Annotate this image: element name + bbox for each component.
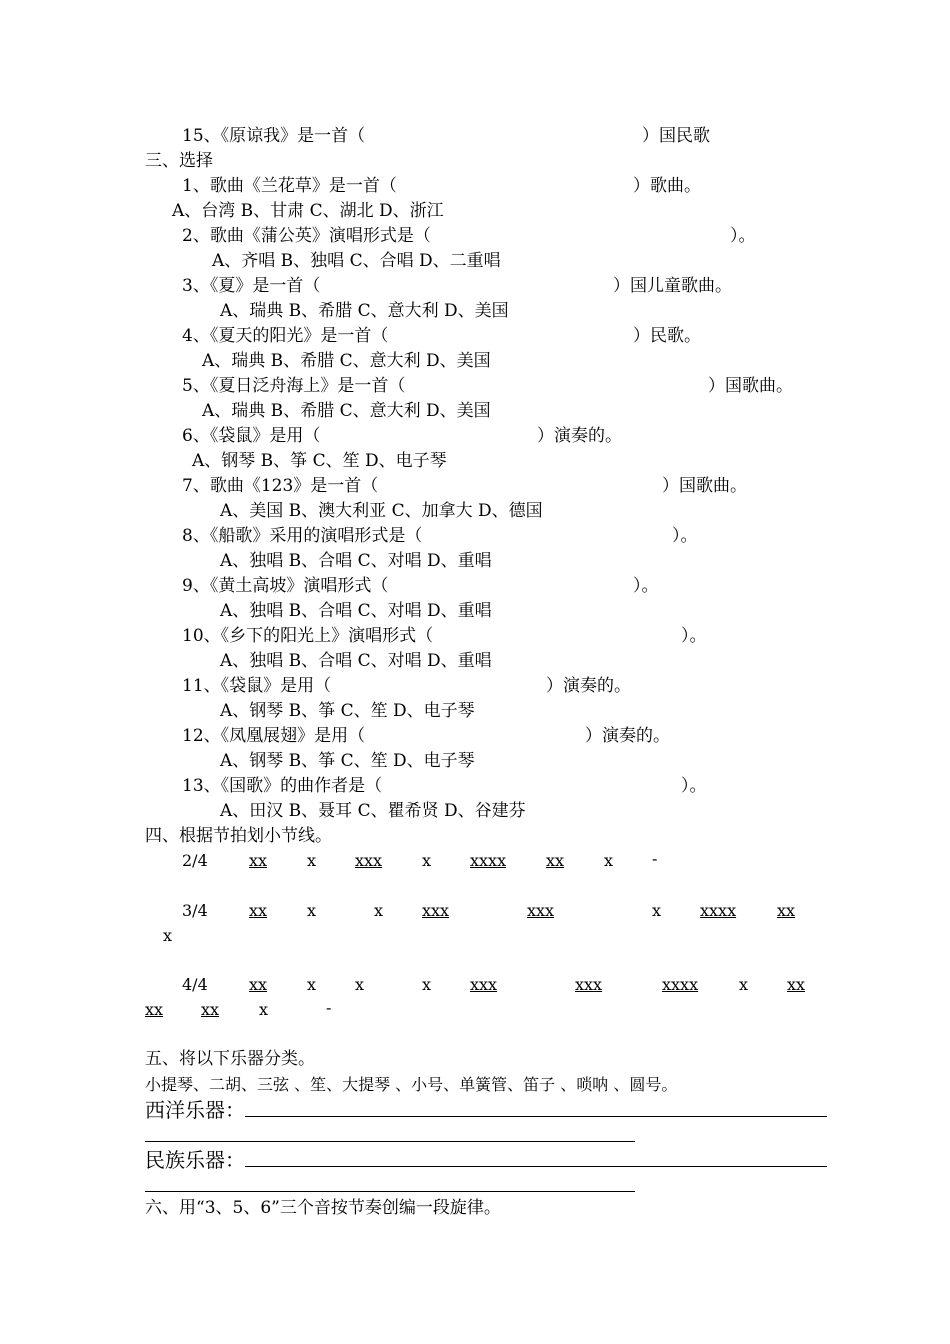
rhythm-note: x bbox=[307, 851, 317, 870]
question-end: ）歌曲。 bbox=[633, 176, 701, 196]
question: 8、《船歌》采用的演唱形式是（ bbox=[182, 526, 423, 546]
rhythm-note: xxxx bbox=[662, 975, 699, 994]
rhythm-note: xx bbox=[249, 975, 268, 994]
question: 11、《袋鼠》是用（ bbox=[182, 676, 332, 696]
rhythm-dash: - bbox=[652, 849, 658, 868]
rhythm-note: xxx bbox=[527, 901, 555, 920]
question: 2、歌曲《蒲公英》演唱形式是（ bbox=[182, 226, 431, 246]
rhythm-note: xx bbox=[145, 1000, 164, 1019]
section-title: 六、用“3、5、6”三个音按节奏创编一段旋律。 bbox=[145, 1198, 501, 1218]
rhythm-note: xxx bbox=[470, 975, 498, 994]
question-end: ）民歌。 bbox=[633, 326, 701, 346]
question: 10、《乡下的阳光上》演唱形式（ bbox=[182, 626, 434, 646]
rhythm-note: x bbox=[422, 851, 432, 870]
folk-answer-line-2[interactable] bbox=[145, 1191, 635, 1192]
options: A、独唱 B、合唱 C、对唱 D、重唱 bbox=[220, 551, 492, 571]
rhythm-note: xx bbox=[249, 901, 268, 920]
question-end: ）。 bbox=[681, 626, 707, 646]
rhythm-note: xxx bbox=[422, 901, 450, 920]
question: 3、《夏》是一首（ bbox=[182, 276, 321, 296]
options: A、台湾 B、甘肃 C、湖北 D、浙江 bbox=[172, 201, 444, 221]
rhythm-dash: - bbox=[326, 998, 332, 1017]
rhythm-note: xxxx bbox=[700, 901, 737, 920]
options: A、独唱 B、合唱 C、对唱 D、重唱 bbox=[220, 651, 492, 671]
rhythm-note: xxx bbox=[355, 851, 383, 870]
q15-end: ）国民歌 bbox=[642, 126, 710, 146]
question: 7、歌曲《123》是一首（ bbox=[182, 476, 379, 496]
options: A、瑞典 B、希腊 C、意大利 D、美国 bbox=[202, 351, 491, 371]
question: 13、《国歌》的曲作者是（ bbox=[182, 776, 383, 796]
options: A、钢琴 B、筝 C、笙 D、电子琴 bbox=[220, 701, 475, 721]
options: A、瑞典 B、希腊 C、意大利 D、美国 bbox=[220, 301, 509, 321]
rhythm-note: xxx bbox=[575, 975, 603, 994]
section-title: 四、根据节拍划小节线。 bbox=[145, 826, 332, 846]
western-label: 西洋乐器： bbox=[145, 1098, 245, 1122]
options: A、钢琴 B、筝 C、笙 D、电子琴 bbox=[220, 751, 475, 771]
rhythm-note: x bbox=[739, 975, 749, 994]
rhythm-note: x bbox=[355, 975, 365, 994]
western-answer-line-2[interactable] bbox=[145, 1141, 635, 1142]
rhythm-note: xxxx bbox=[470, 851, 507, 870]
question-end: ）。 bbox=[730, 226, 756, 246]
rhythm-note: xx bbox=[201, 1000, 220, 1019]
folk-answer-line[interactable] bbox=[245, 1166, 827, 1167]
rhythm-note: x bbox=[163, 926, 173, 945]
rhythm-note: x bbox=[259, 1000, 269, 1019]
options: A、美国 B、澳大利亚 C、加拿大 D、德国 bbox=[220, 501, 543, 521]
q15-start: 15、《原谅我》是一首（ bbox=[182, 126, 366, 146]
time-signature: 3/4 bbox=[182, 901, 208, 920]
options: A、独唱 B、合唱 C、对唱 D、重唱 bbox=[220, 601, 492, 621]
options: A、瑞典 B、希腊 C、意大利 D、美国 bbox=[202, 401, 491, 421]
question-end: ）国歌曲。 bbox=[708, 376, 793, 396]
question-end: ）。 bbox=[681, 776, 707, 796]
question: 6、《袋鼠》是用（ bbox=[182, 426, 321, 446]
options: A、田汉 B、聂耳 C、瞿希贤 D、谷建芬 bbox=[220, 801, 526, 821]
section-title: 三、选择 bbox=[145, 151, 213, 171]
rhythm-note: xx bbox=[777, 901, 796, 920]
question-end: ）演奏的。 bbox=[585, 726, 670, 746]
time-signature: 2/4 bbox=[182, 851, 208, 870]
question-end: ）演奏的。 bbox=[546, 676, 631, 696]
question-end: ）演奏的。 bbox=[537, 426, 622, 446]
rhythm-note: x bbox=[307, 975, 317, 994]
question: 5、《夏日泛舟海上》是一首（ bbox=[182, 376, 406, 396]
rhythm-note: x bbox=[422, 975, 432, 994]
rhythm-note: xx bbox=[546, 851, 565, 870]
options: A、齐唱 B、独唱 C、合唱 D、二重唱 bbox=[212, 251, 501, 271]
rhythm-note: xx bbox=[249, 851, 268, 870]
question: 9、《黄土高坡》演唱形式（ bbox=[182, 576, 389, 596]
time-signature: 4/4 bbox=[182, 975, 208, 994]
question-end: ）国儿童歌曲。 bbox=[613, 276, 732, 296]
rhythm-note: x bbox=[374, 901, 384, 920]
question-end: ）国歌曲。 bbox=[662, 476, 747, 496]
western-answer-line[interactable] bbox=[245, 1116, 827, 1117]
question: 12、《凤凰展翅》是用（ bbox=[182, 726, 366, 746]
question-end: ）。 bbox=[672, 526, 698, 546]
instrument-list: 小提琴、二胡、三弦 、笙、大提琴 、小号、单簧管、笛子 、唢呐 、圆号。 bbox=[145, 1075, 678, 1094]
options: A、钢琴 B、筝 C、笙 D、电子琴 bbox=[192, 451, 447, 471]
rhythm-note: xx bbox=[787, 975, 806, 994]
question: 4、《夏天的阳光》是一首（ bbox=[182, 326, 389, 346]
question: 1、歌曲《兰花草》是一首（ bbox=[182, 176, 397, 196]
rhythm-note: x bbox=[604, 851, 614, 870]
section-title: 五、将以下乐器分类。 bbox=[145, 1049, 315, 1069]
rhythm-note: x bbox=[307, 901, 317, 920]
folk-label: 民族乐器： bbox=[145, 1148, 245, 1172]
question-end: ）。 bbox=[633, 576, 659, 596]
rhythm-note: x bbox=[652, 901, 662, 920]
